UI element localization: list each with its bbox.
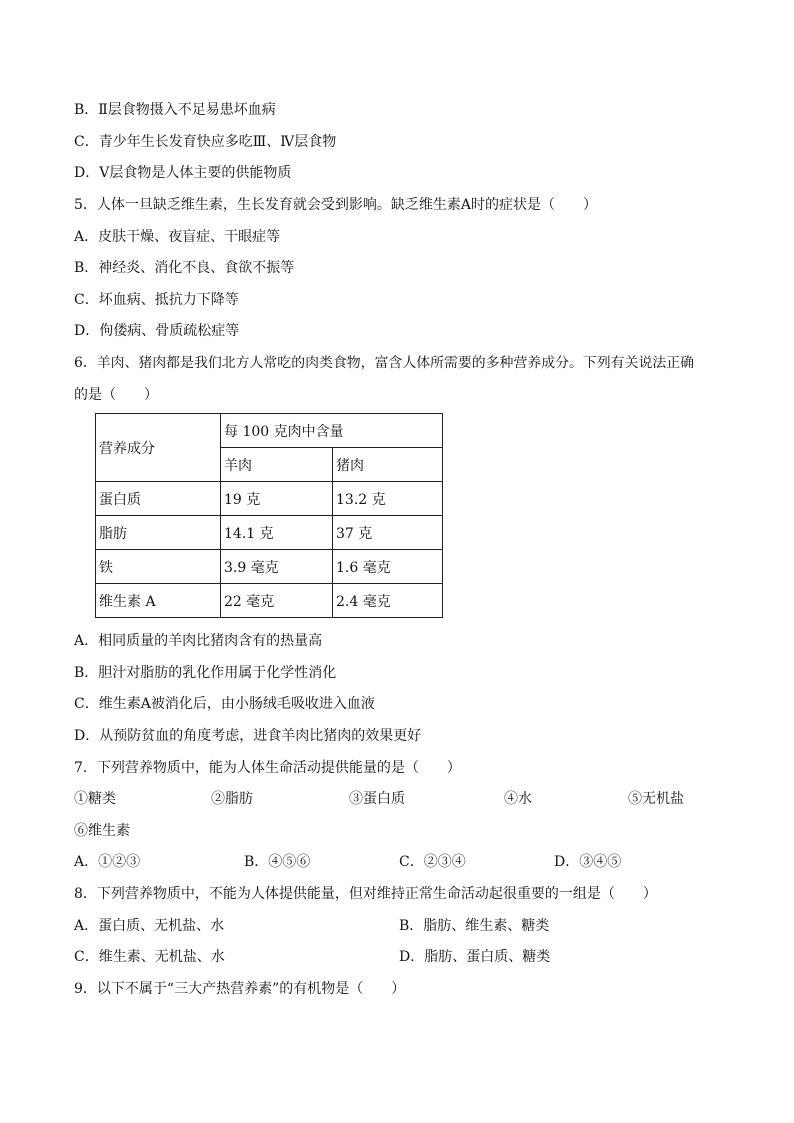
table-cell-mutton: 3.9 毫克	[221, 550, 333, 584]
q7-item: ⑥维生素	[74, 823, 130, 839]
table-cell-name: 铁	[96, 550, 221, 584]
q7-option-d: D．③④⑤	[554, 854, 622, 870]
q7-item: ③蛋白质	[349, 791, 405, 807]
q6-option-d: D．从预防贫血的角度考虑，进食羊肉比猪肉的效果更好	[74, 728, 422, 744]
q9-stem: 9．以下不属于“三大产热营养素”的有机物是（ ）	[74, 981, 406, 997]
q6-option-a: A．相同质量的羊肉比猪肉含有的热量高	[74, 633, 323, 649]
q4-option-b: B．Ⅱ层食物摄入不足易患坏血病	[74, 102, 276, 118]
table-row	[96, 584, 443, 618]
q5-stem: 5．人体一旦缺乏维生素，生长发育就会受到影响。缺乏维生素A时的症状是（ ）	[74, 197, 598, 213]
q8-option-c: C．维生素、无机盐、水	[74, 949, 225, 965]
table-header-mutton: 羊肉	[221, 448, 333, 482]
table-cell-name: 维生素 A	[96, 584, 221, 618]
q6-stem-line1: 6．羊肉、猪肉都是我们北方人常吃的肉类食物，富含人体所需要的多种营养成分。下列有关说法正确	[74, 355, 695, 371]
table-cell-pork: 13.2 克	[333, 482, 443, 516]
nutrition-table	[95, 413, 443, 618]
q8-option-a: A．蛋白质、无机盐、水	[74, 918, 225, 934]
q6-option-c: C．维生素A被消化后，由小肠绒毛吸收进入血液	[74, 696, 375, 712]
q4-option-d: D．Ⅴ层食物是人体主要的供能物质	[74, 165, 292, 181]
table-cell-mutton: 14.1 克	[221, 516, 333, 550]
q5-option-b: B．神经炎、消化不良、食欲不振等	[74, 260, 295, 276]
q7-option-b: B．④⑤⑥	[244, 854, 311, 870]
q4-option-c: C．青少年生长发育快应多吃Ⅲ、Ⅳ层食物	[74, 134, 337, 150]
q6-stem-line2: 的是（ ）	[74, 387, 158, 403]
table-cell-name: 蛋白质	[96, 482, 221, 516]
table-cell-name: 脂肪	[96, 516, 221, 550]
table-header-pork: 猪肉	[333, 448, 443, 482]
q6-option-b: B．胆汁对脂肪的乳化作用属于化学性消化	[74, 665, 337, 681]
table-cell-pork: 37 克	[333, 516, 443, 550]
q8-option-d: D．脂肪、蛋白质、糖类	[399, 949, 551, 965]
table-row	[96, 516, 443, 550]
q7-stem: 7．下列营养物质中，能为人体生命活动提供能量的是（ ）	[74, 760, 461, 776]
table-cell-mutton: 19 克	[221, 482, 333, 516]
table-cell-pork: 1.6 毫克	[333, 550, 443, 584]
q5-option-d: D．佝偻病、骨质疏松症等	[74, 323, 240, 339]
q7-item: ②脂肪	[211, 791, 253, 807]
q5-option-a: A．皮肤干燥、夜盲症、干眼症等	[74, 229, 281, 245]
q7-option-c: C．②③④	[399, 854, 466, 870]
table-header-nutrient: 营养成分	[96, 414, 221, 482]
q7-item: ⑤无机盐	[628, 791, 684, 807]
q7-item: ④水	[504, 791, 532, 807]
q7-option-a: A．①②③	[74, 854, 141, 870]
table-row	[96, 482, 443, 516]
table-header-group: 每 100 克肉中含量	[221, 414, 443, 448]
q8-option-b: B．脂肪、维生素、糖类	[399, 918, 550, 934]
q5-option-c: C．坏血病、抵抗力下降等	[74, 292, 239, 308]
q8-stem: 8．下列营养物质中，不能为人体提供能量，但对维持正常生命活动起很重要的一组是（ ）	[74, 886, 657, 902]
table-cell-pork: 2.4 毫克	[333, 584, 443, 618]
q7-item: ①糖类	[74, 791, 116, 807]
table-row	[96, 550, 443, 584]
table-cell-mutton: 22 毫克	[221, 584, 333, 618]
